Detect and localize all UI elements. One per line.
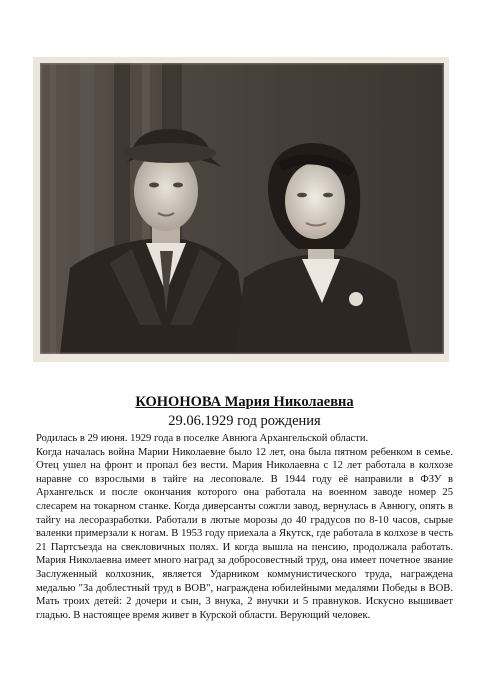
biography-first-line: Родилась в 29 июня. 1929 года в поселке Авнюга Архангельской области. (36, 433, 369, 444)
couple-photo (40, 63, 444, 354)
biography-section (36, 394, 453, 622)
biography-text: Когда началась война Марии Николаевне было 12 лет, она была пятном ребенком в семье. Отец ушел на фронт и пропал без вести. Мария Николаевна с 12 лет работала в колхозе наравне со взрослыми в тайге на лесоповале. В 1944 году её направили в ФЗУ в Архангельск и после окончания которого она работала на военном заводе номер 25 слесарем на токарном станке. Когда диверсанты сожгли завод, вернулась в Авнюгу, опять в тайгу на лесоразработки. Работали в лютые морозы до 40 градусов по 8-10 часов, сырые валенки примерзали к ногам. В 1953 году приехала а Якутск, где работала в колхозе в честь 21 Партсъезда на свекловичных полях. И когда вышла на пенсию, продолжала работать. Мария Николаевна имеет много наград за добросовестный труд, она имеет почетное звание Заслуженный колхозник, является Ударником коммунистического труда, награждена медалью "За доблестный труд в ВОВ", награждена юбилейными медалями Победы в ВОВ. Мать троих детей: 2 дочери и сын, 3 внука, 2 внучки и 5 правнуков. Искусно вышивает гладью. В настоящее время живет в Курской области. Верующий человек. (36, 446, 453, 621)
person-name: КОНОНОВА Мария Николаевна (135, 394, 354, 410)
birth-date: 29.06.1929 год рождения (168, 413, 321, 429)
photo-frame (33, 57, 449, 362)
